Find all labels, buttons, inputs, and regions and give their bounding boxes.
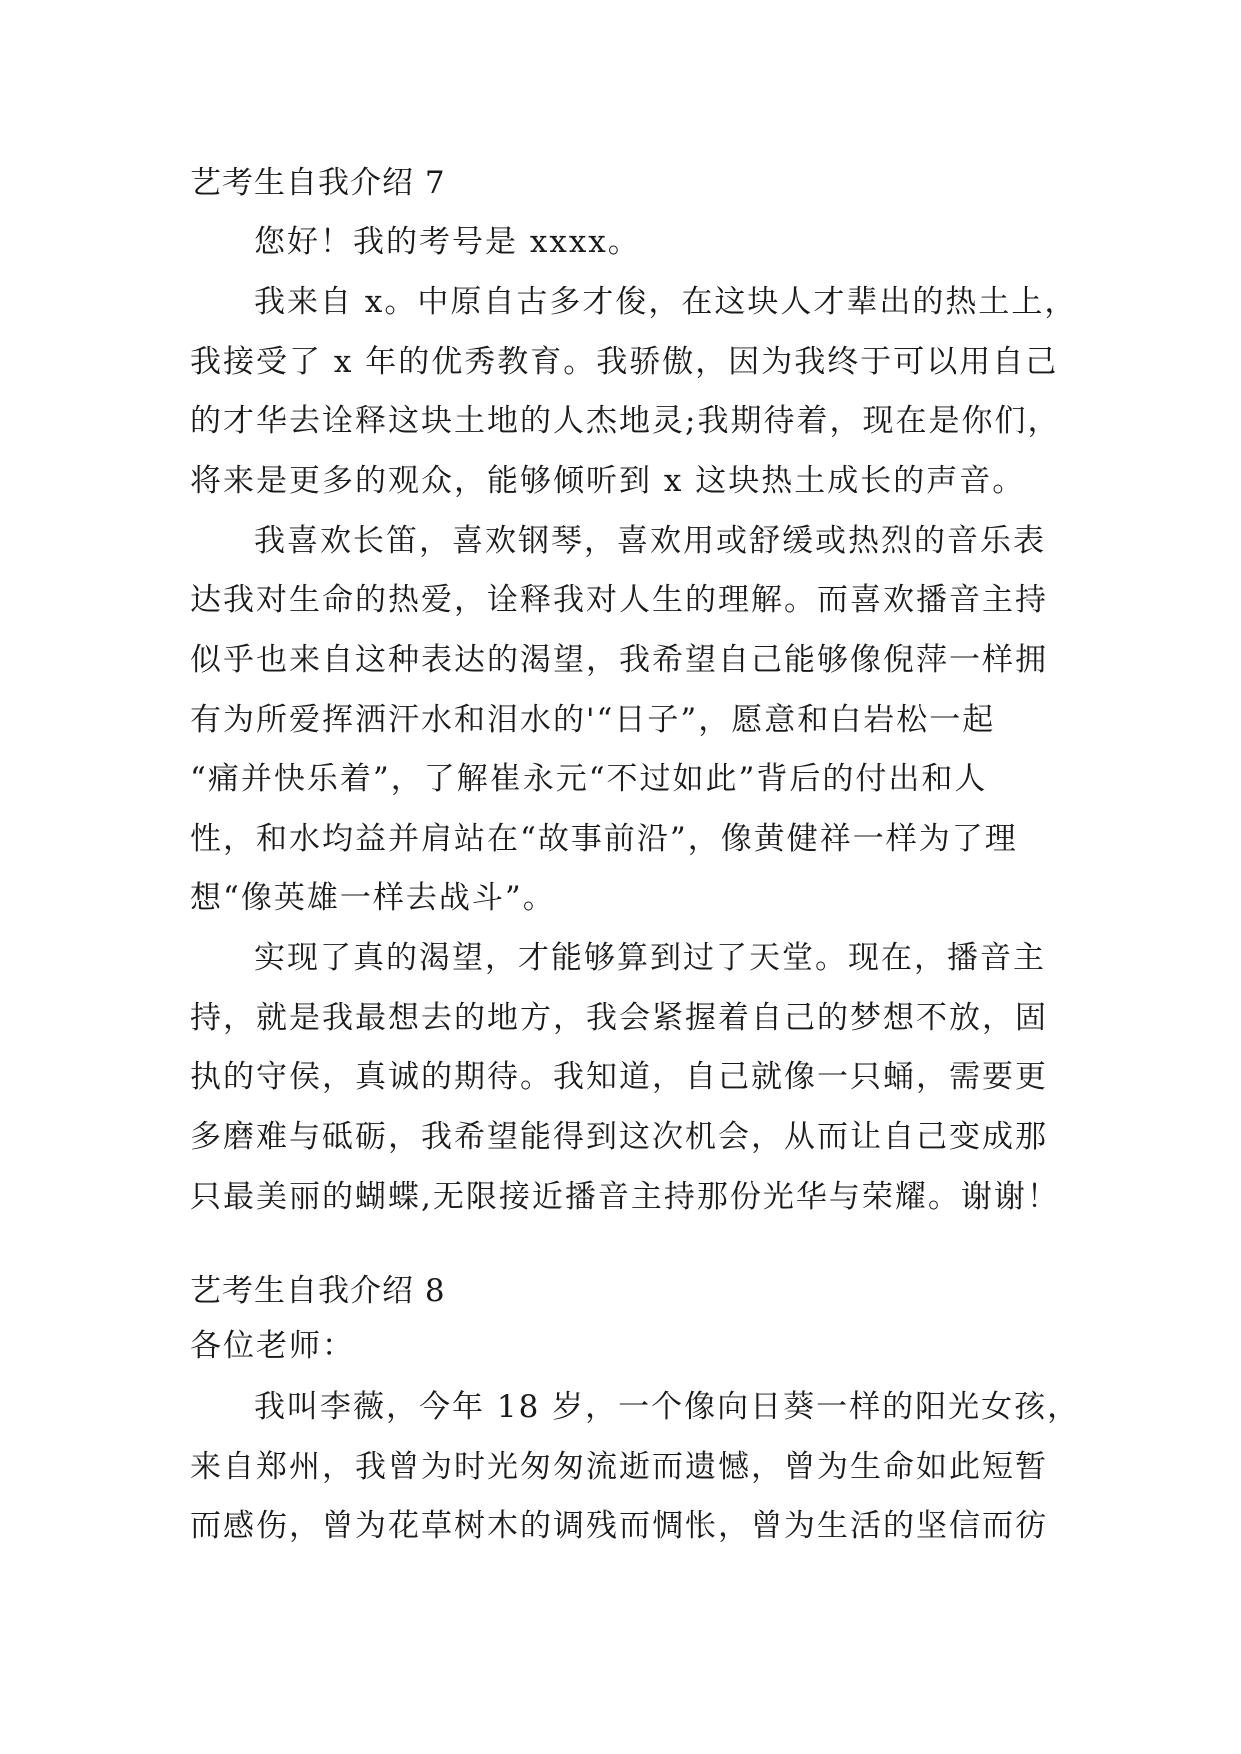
paragraph-line: 有为所爱挥洒汗水和泪水的'“日子”，愿意和白岩松一起 bbox=[190, 702, 996, 738]
paragraph-line: 我来自 x。中原自古多才俊，在这块人才辈出的热土上， bbox=[254, 284, 1078, 320]
paragraph-line: 来自郑州，我曾为时光匆匆流逝而遗憾，曾为生命如此短暂 bbox=[190, 1449, 1048, 1485]
paragraph-line: 持，就是我最想去的地方，我会紧握着自己的梦想不放，固 bbox=[190, 1000, 1048, 1036]
paragraph-line: 执的守侯，真诚的期待。我知道，自己就像一只蛹，需要更 bbox=[190, 1059, 1048, 1095]
section-7-title: 艺考生自我介绍 7 bbox=[190, 165, 446, 201]
paragraph-line: 我叫李薇，今年 18 岁，一个像向日葵一样的阳光女孩， bbox=[254, 1389, 1081, 1425]
paragraph-line: 而感伤，曾为花草树木的调残而惆怅，曾为生活的坚信而彷 bbox=[190, 1508, 1048, 1544]
paragraph-line: 我接受了 x 年的优秀教育。我骄傲，因为我终于可以用自己 bbox=[190, 344, 1059, 380]
paragraph-line: 只最美丽的蝴蝶,无限接近播音主持那份光华与荣耀。谢谢！ bbox=[190, 1179, 1060, 1215]
paragraph-line: 似乎也来自这种表达的渴望，我希望自己能够像倪萍一样拥 bbox=[190, 642, 1048, 678]
section-8-title: 艺考生自我介绍 8 bbox=[190, 1273, 446, 1309]
paragraph-line: 我喜欢长笛，喜欢钢琴，喜欢用或舒缓或热烈的音乐表 bbox=[254, 523, 1046, 559]
paragraph-line: 多磨难与砥砺，我希望能得到这次机会，从而让自己变成那 bbox=[190, 1119, 1048, 1155]
paragraph-line: 实现了真的渴望，才能够算到过了天堂。现在，播音主 bbox=[254, 940, 1046, 976]
paragraph-line: 性，和水均益并肩站在“故事前沿”，像黄健祥一样为了理 bbox=[190, 821, 1018, 857]
paragraph-line: 将来是更多的观众，能够倾听到 x 这块热土成长的声音。 bbox=[190, 463, 1026, 499]
paragraph-line: 您好！我的考号是 xxxx。 bbox=[254, 224, 641, 260]
paragraph-line: “痛并快乐着”，了解崔永元“不过如此”背后的付出和人 bbox=[190, 761, 988, 797]
salutation: 各位老师： bbox=[190, 1328, 355, 1364]
paragraph-line: 想“像英雄一样去战斗”。 bbox=[190, 880, 556, 916]
paragraph-line: 的才华去诠释这块土地的人杰地灵;我期待着，现在是你们， bbox=[190, 403, 1061, 439]
paragraph-line: 达我对生命的热爱，诠释我对人生的理解。而喜欢播音主持 bbox=[190, 582, 1048, 618]
